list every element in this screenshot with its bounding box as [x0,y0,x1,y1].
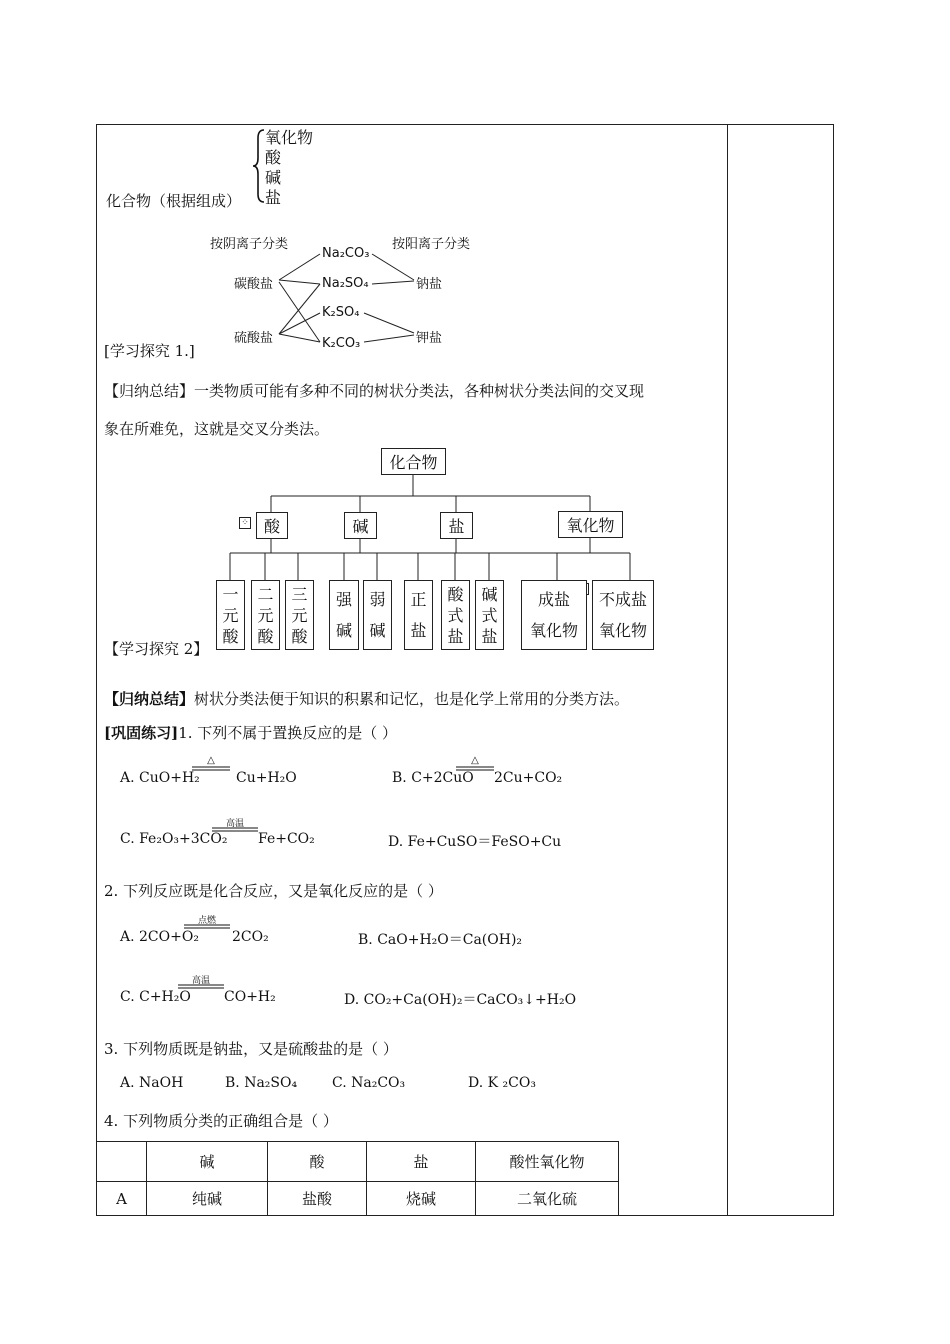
q3-option-d: D. K ₂CO₃ [468,1075,536,1091]
tree-leaf-salt-forming-oxide: 成盐 氧化物 [521,580,587,650]
brace-item-acid: 酸 [265,148,282,167]
q1-option-c-condition: 高温 [225,819,244,829]
table-cell: 盐酸 [268,1182,367,1216]
table-cell: 烧碱 [367,1182,476,1216]
q2-option-c-condition: 高温 [191,976,210,986]
summary-text: 一类物质可能有多种不同的树状分类法，各种树状分类法间的交叉现 [194,382,645,400]
tree-leaf-strong-base: 强 碱 [329,580,359,650]
node-k2so4: K₂SO₄ [322,305,360,320]
q1-stem-text: 1. 下列不属于置换反应的是（ ） [178,724,398,742]
q4-stem: 4. 下列物质分类的正确组合是（ ） [104,1112,338,1130]
table-header-cell: 盐 [367,1142,476,1182]
equal-sign-icon [456,766,494,772]
brace-item-oxide: 氧化物 [265,128,314,147]
q1-option-b-condition: △ [471,755,479,766]
brace-label: 化合物（根据组成） [106,192,242,210]
q1-option-a-left: A. CuO+H₂ [120,770,200,786]
section2-label: 【学习探究 2】 [104,640,209,658]
q2-stem: 2. 下列反应既是化合反应，又是氧化反应的是（ ） [104,882,443,900]
tree-leaf-basic-salt: 碱 式 盐 [475,580,504,650]
summary-tag: 【归纳总结】 [104,690,195,708]
tree-node-base: 碱 [344,512,377,539]
dice-icon: ⁘ [239,517,251,529]
summary-tag: 【归纳总结】 [104,382,195,400]
node-carbonate: 碳酸盐 [234,277,274,292]
brace-item-base: 碱 [265,168,282,187]
q3-option-c: C. Na₂CO₃ [332,1075,406,1091]
node-sulfate: 硫酸盐 [234,331,274,346]
q1-option-d: D. Fe+CuSO＝FeSO+Cu [388,834,562,850]
tree-node-oxide: 氧化物 [558,511,623,538]
q2-option-c-left: C. C+H₂O [120,989,191,1005]
q2-option-a-condition: 点燃 [197,916,216,926]
q2-option-a-right: 2CO₂ [232,929,269,945]
node-na2so4: Na₂SO₄ [322,276,369,291]
node-na2co3: Na₂CO₃ [322,246,370,261]
summary-text: 树状分类法便于知识的积累和记忆，也是化学上常用的分类方法。 [194,690,630,708]
section2-summary [104,688,629,709]
q1-option-c-right: Fe+CO₂ [258,831,315,847]
tree-leaf-weak-base: 弱 碱 [363,580,392,650]
q4-table [96,1141,619,1216]
node-potassium-salt: 钾盐 [416,331,443,346]
q1-option-c-left: C. Fe₂O₃+3CO₂ [120,831,228,847]
tree-leaf-non-salt-forming-oxide: 不成盐 氧化物 [592,580,654,650]
tree-leaf-acid-salt: 酸 式 盐 [441,580,470,650]
q2-option-a-left: A. 2CO+O₂ [120,929,199,945]
tree-node-acid: 酸 [256,512,288,539]
tree-node-salt: 盐 [440,512,473,539]
q2-option-b: B. CaO+H₂O＝Ca(OH)₂ [358,932,523,948]
node-k2co3: K₂CO₃ [322,336,361,351]
table-header-cell: 碱 [147,1142,268,1182]
table-cell: 二氧化硫 [476,1182,619,1216]
table-header-cell: 酸性氧化物 [476,1142,619,1182]
brace-item-salt: 盐 [265,188,282,207]
equal-sign-icon [192,766,230,772]
q1-option-b-left: B. C+2CuO [392,770,474,786]
equal-sign-icon [212,827,258,833]
table-header-cell [97,1142,147,1182]
node-sodium-salt: 钠盐 [416,277,443,292]
section1-label: [学习探究 1.] [104,342,195,360]
tree-leaf-normal-salt: 正 盐 [404,580,433,650]
table-header-row [97,1142,619,1182]
practice-tag: [巩固练习] [104,724,179,742]
tree-leaf-monoprotic-acid: 一 元 酸 [216,580,245,650]
q1-option-b-right: 2Cu+CO₂ [494,770,563,786]
left-header: 按阴离子分类 [210,237,289,252]
table-cell: 纯碱 [147,1182,268,1216]
tree-root: 化合物 [381,448,446,475]
table-cell: A [97,1182,147,1216]
equal-sign-icon [184,924,230,930]
q2-option-c-right: CO+H₂ [224,989,276,1005]
tree-leaf-triprotic-acid: 三 元 酸 [285,580,314,650]
table-header-cell: 酸 [268,1142,367,1182]
q2-option-d: D. CO₂+Ca(OH)₂＝CaCO₃↓+H₂O [344,992,577,1008]
q3-stem: 3. 下列物质既是钠盐，又是硫酸盐的是（ ） [104,1040,398,1058]
equal-sign-icon [178,984,224,990]
tree-leaf-diprotic-acid: 二 元 酸 [251,580,280,650]
q1-stem [104,722,397,743]
q1-option-a-right: Cu+H₂O [236,770,297,786]
q1-option-a-condition: △ [207,755,215,766]
section1-summary-line2: 象在所难免，这就是交叉分类法。 [104,420,330,438]
right-header: 按阳离子分类 [392,237,471,252]
q3-option-b: B. Na₂SO₄ [225,1075,298,1091]
table-row [97,1182,619,1216]
q3-option-a: A. NaOH [120,1075,184,1091]
